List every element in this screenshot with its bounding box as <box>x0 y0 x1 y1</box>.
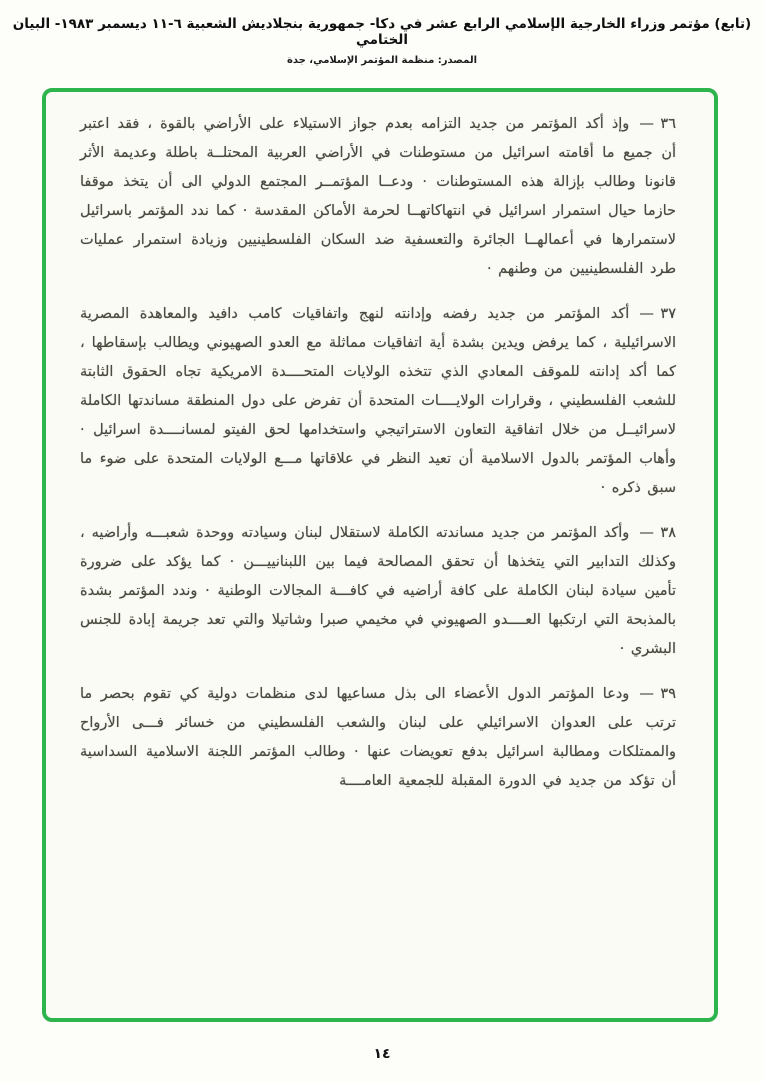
paragraph-text: أكد المؤتمر من جديد رفضه وإدانته لنهج واتفاقيات كامب دافيد والمعاهدة المصرية الاسرائيلية ، كما يرفض ويدين بشدة أية اتفاقيات مماثلة مع العدو الصهيوني ويطالب بإسقاطها ، كما أكد إدانته للموقف المعادي الذي تتخذه الولايات المتحــــدة الامريكية تجاه الحقوق الثابتة للشعب الفلسطيني ، وقرارات الولايــــات المتحدة أن تفرض على دول المنطقة مساندتها الكاملة لاسرائيــل من خلال اتفاقية التعاون الاستراتيجي واستخدامها لحق الفيتو لمسانــــدة اسرائيل · وأهاب المؤتمر بالدول الاسلامية أن تعيد النظر في علاقاتها مـــع الولايات المتحدة على ضوء ما سبق ذكره · <box>80 306 676 496</box>
paragraph-text: وأكد المؤتمر من جديد مساندته الكاملة لاستقلال لبنان وسيادته ووحدة شعبـــه وأراضيه ، وكذلك التدابير التي يتخذها أن تحقق المصالحة فيما بين اللبنانييـــن · كما يؤكد على ضرورة تأمين سيادة لبنان الكاملة على كافة أراضيه في كافـــة المجالات الوطنية · وندد المؤتمر بشدة بالمذبحة التي ارتكبها العــــدو الصهيوني في مخيمي صبرا وشاتيلا والتي تعد جريمة إبادة للجنس البشري · <box>80 525 676 657</box>
paragraph-36 <box>80 110 676 284</box>
paragraph-text: وإذ أكد المؤتمر من جديد التزامه بعدم جواز الاستيلاء على الأراضي بالقوة ، فقد اعتبر أن جميع ما أقامته اسرائيل من مستوطنات في الأراضي العربية المحتلــة باطلة وعديمة الأثر قانونا وطالب بإزالة هذه المستوطنات · ودعــا المؤتمــر المجتمع الدولي الى أن يتخذ موقفا حازما حيال استمرار اسرائيل في انتهاكاتهــا لحرمة الأماكن المقدسة · كما ندد المؤتمر باسرائيل لاستمرارها في أعمالهــا الجائرة والتعسفية ضد السكان الفلسطينيين وزيادة استمرار عمليات طرد الفلسطينيين من وطنهم · <box>80 116 676 277</box>
paragraph-39 <box>80 680 676 796</box>
paragraph-37 <box>80 300 676 503</box>
document-title: (تابع) مؤتمر وزراء الخارجية الإسلامي الرابع عشر في دكا- جمهورية بنجلاديش الشعبية ٦-١١ ديسمبر ١٩٨٣- البيان الختامي <box>12 16 752 48</box>
scanned-text-frame <box>42 88 718 1022</box>
document-source-line: المصدر: منظمة المؤتمر الإسلامي، جدة <box>286 55 478 66</box>
paragraph-number: ٣٧ — <box>639 306 676 322</box>
page-header <box>0 16 764 66</box>
paragraph-38 <box>80 519 676 664</box>
paragraph-number: ٣٨ — <box>639 525 676 541</box>
paragraph-number: ٣٦ — <box>639 116 676 132</box>
paragraph-text: ودعا المؤتمر الدول الأعضاء الى بذل مساعيها لدى منظمات دولية كي تقوم بحصر ما ترتب على العدوان الاسرائيلي على لبنان والشعب الفلسطيني من خسائر فـــى الأرواح والممتلكات ومطالبة اسرائيل بدفع تعويضات عنها · وطالب المؤتمر اللجنة الاسلامية السداسية أن تؤكد من جديد في الدورة المقبلة للجمعية العامــــة <box>80 686 676 789</box>
page-number: ١٤ <box>373 1046 391 1062</box>
paragraph-number: ٣٩ — <box>639 686 676 702</box>
